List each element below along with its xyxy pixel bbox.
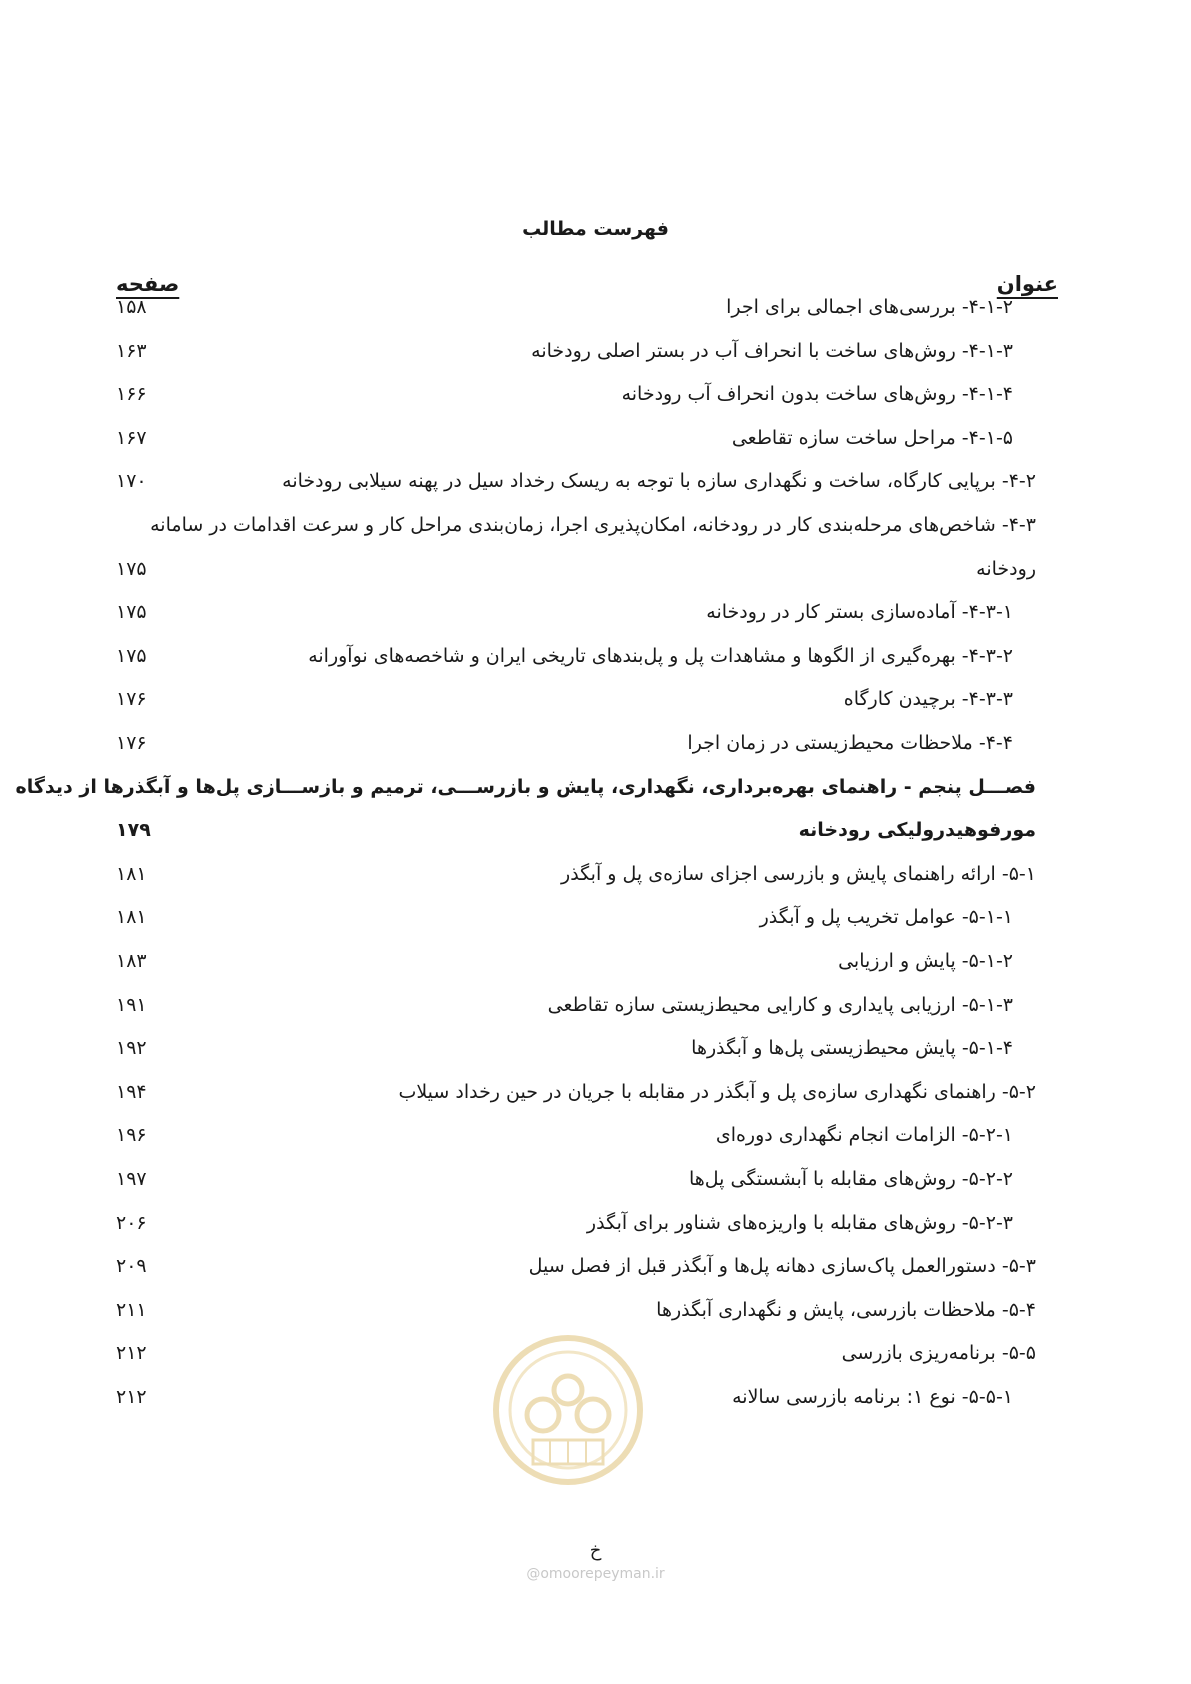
toc-entry [0,906,1191,936]
toc-entry-page: ۱۷۶ [116,732,147,754]
toc-entry-page: ۱۷۹ [116,819,151,842]
toc-entry-title: ۵-۱- ارائه راهنمای پایش و بازرسی اجزای سازه‌ی پل و آبگذر [561,862,1036,885]
toc-entry-title: ۴-۱-۲- بررسی‌های اجمالی برای اجرا [726,296,1013,318]
toc-entry-title: ۵-۱-۱- عوامل تخریب پل و آبگذر [759,906,1013,929]
toc-entry-title: ۵-۲-۱- الزامات انجام نگهداری دوره‌ای [715,1124,1013,1147]
toc-entry [0,601,1191,631]
toc-entry [0,776,1191,806]
toc-entry-page: ۲۱۲ [116,1386,147,1408]
toc-entry-page: ۲۱۲ [116,1342,147,1365]
toc-entry [0,950,1191,980]
toc-entry-page: ۱۹۷ [116,1168,147,1190]
publisher-seal-icon [488,1315,648,1505]
toc-entry-title: ۵-۲-۲- روش‌های مقابله با آبشستگی پل‌ها [688,1168,1013,1190]
toc-entry-page: ۱۷۶ [116,688,147,711]
toc-entry [0,296,1191,326]
toc-entry-title: مورفوهیدرولیکی رودخانه [798,819,1036,842]
toc-entry-page: ۲۱۱ [116,1298,147,1321]
toc-entry [0,1212,1191,1242]
toc-entry [0,732,1191,762]
toc-entry [0,1037,1191,1067]
toc-entry-page: ۲۰۶ [116,1211,147,1234]
toc-entry [0,688,1191,718]
toc-entry-page: ۱۹۶ [116,1124,147,1147]
toc-entry [0,1168,1191,1198]
toc-entry-page: ۱۸۱ [116,906,147,929]
toc-entry-page: ۱۶۶ [116,383,147,406]
toc-entry [0,645,1191,675]
toc-entry [0,994,1191,1024]
toc-entry-title: ۵-۳- دستورالعمل پاک‌سازی دهانه پل‌ها و آبگذر قبل از فصل سیل [528,1255,1036,1278]
toc-entry-page: ۱۵۸ [116,296,147,318]
toc-entry-title: ۵-۱-۴- پایش محیط‌زیستی پل‌ها و آبگذرها [691,1037,1013,1060]
page-number-letter: خ [589,1540,602,1561]
toc-entry [0,819,1191,849]
toc-entry-title: ۴-۴- ملاحظات محیط‌زیستی در زمان اجرا [687,732,1013,754]
toc-entry [0,383,1191,413]
toc-entry [0,1081,1191,1111]
toc-entry [0,340,1191,370]
toc-entry-title: ۵-۱-۳- ارزیابی پایداری و کارایی محیط‌زیستی سازه تقاطعی [547,993,1013,1016]
toc-entry-page: ۱۸۳ [116,950,147,972]
toc-entry [0,558,1191,588]
toc-entry-page: ۱۸۱ [116,862,147,885]
toc-entry-title: ۴-۳-۱- آماده‌سازی بستر کار در رودخانه [706,601,1013,624]
title-column-header: عنوان [996,272,1058,296]
toc-entry-page: ۱۷۵ [116,644,147,667]
toc-entry-page: ۱۶۷ [116,426,147,449]
toc-entry-title: ۵-۵-۱- نوع ۱: برنامه بازرسی سالانه [732,1386,1013,1408]
toc-entry-title: ۴-۳- شاخص‌های مرحله‌بندی کار در رودخانه، امکان‌پذیری اجرا، زمان‌بندی مراحل کار و سرعت اقدامات در سامانه [150,514,1036,536]
toc-entry-title: رودخانه [976,557,1036,580]
toc-entry-title: ۵-۲-۳- روش‌های مقابله با واریزه‌های شناور برای آبگذر [586,1211,1013,1234]
toc-entry-page: ۲۰۹ [116,1255,147,1278]
toc-entry-title: ۴-۱-۵- مراحل ساخت سازه تقاطعی [731,426,1013,449]
toc-entry-page: ۱۷۵ [116,557,147,580]
toc-entry-title: ۴-۳-۳- برچیدن کارگاه [843,688,1013,711]
toc-entry-title: ۴-۳-۲- بهره‌گیری از الگوها و مشاهدات پل و پل‌بندهای تاریخی ایران و شاخصه‌های نوآورانه [308,644,1013,667]
toc-entry-title: ۴-۱-۳- روش‌های ساخت با انحراف آب در بستر اصلی رودخانه [531,339,1013,362]
toc-entry [0,514,1191,544]
toc-entry-title: ۵-۱-۲- پایش و ارزیابی [838,950,1013,972]
toc-entry-title: ۵-۵- برنامه‌ریزی بازرسی [841,1342,1036,1365]
page-title: فهرست مطالب [522,218,669,240]
watermark-text: @omoorepeyman.ir [526,1566,665,1582]
toc-entry [0,1255,1191,1285]
toc-entry-page: ۱۷۵ [116,601,147,624]
toc-entry [0,1124,1191,1154]
toc-entry [0,470,1191,500]
toc-entry-page: ۱۹۴ [116,1080,147,1103]
toc-entry [0,427,1191,457]
toc-entry-title: ۵-۲- راهنمای نگهداری سازه‌ی پل و آبگذر در مقابله با جریان در حین رخداد سیلاب [398,1080,1036,1103]
toc-entry-page: ۱۶۳ [116,339,147,362]
toc-entry-title: فصـــل پنجم - راهنمای بهره‌برداری، نگهداری، پایش و بازرســـی، ترمیم و بازســـازی پل‌ها و آبگذرها از دیدگاه [15,775,1036,798]
toc-entry-title: ۵-۴- ملاحظات بازرسی، پایش و نگهداری آبگذرها [656,1298,1036,1321]
toc-entry-title: ۴-۱-۴- روش‌های ساخت بدون انحراف آب رودخانه [621,383,1013,406]
toc-entry-page: ۱۷۰ [116,470,147,493]
toc-entry [0,863,1191,893]
toc-entry-page: ۱۹۲ [116,1037,147,1060]
page-column-header: صفحه [116,272,180,296]
toc-entry-title: ۴-۲- برپایی کارگاه، ساخت و نگهداری سازه با توجه به ریسک رخداد سیل در پهنه سیلابی رودخانه [282,470,1036,493]
toc-entry-page: ۱۹۱ [116,993,147,1016]
